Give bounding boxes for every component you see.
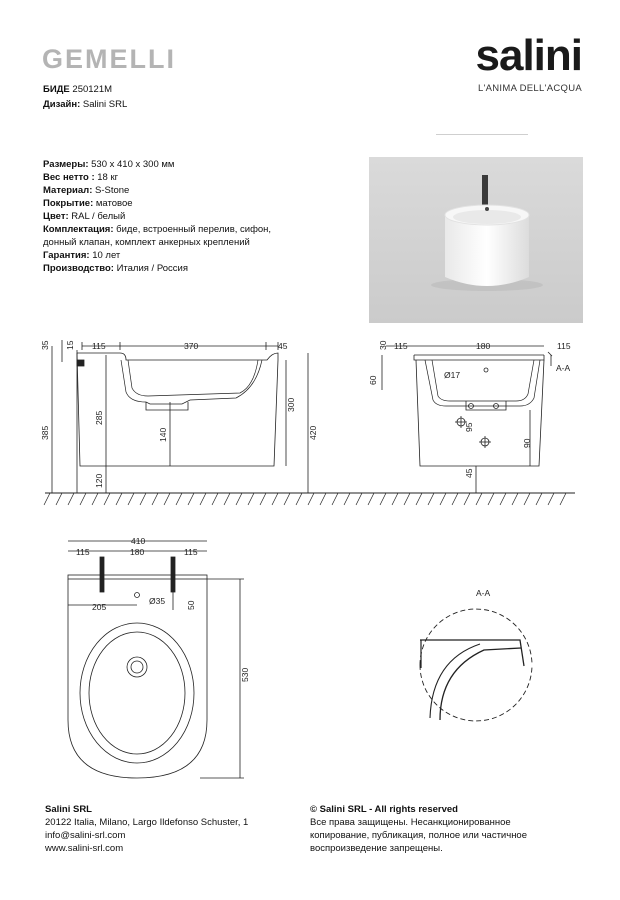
dim-front-180: 180 <box>476 341 491 351</box>
footer-website[interactable]: www.salini-srl.com <box>45 843 124 854</box>
dim-front-60: 60 <box>368 375 378 385</box>
top-view <box>68 541 244 778</box>
dim-front-115b: 115 <box>557 341 571 351</box>
spec-finish: Покрытие: матовое <box>43 198 133 209</box>
design-label: Дизайн <box>43 99 78 110</box>
design-line: Дизайн: Salini SRL <box>43 99 128 110</box>
dim-side-45: 45 <box>278 341 288 351</box>
footer-rights-line-3: воспроизведение запрещены. <box>310 843 443 854</box>
spec-kit: Комплектация: биде, встроенный перелив, сифон, донный клапан, комплект анкерных креплений <box>43 224 272 248</box>
spec-warranty: Гарантия: 10 лет <box>43 250 121 261</box>
footer-rights-block <box>310 803 570 855</box>
dim-top-50: 50 <box>186 600 196 610</box>
dim-front-30: 30 <box>378 340 388 350</box>
ground-hatching <box>44 493 566 505</box>
spec-production: Производство: Италия / Россия <box>43 263 188 274</box>
dim-front-95: 95 <box>464 422 474 432</box>
product-label: БИДЕ <box>43 84 70 95</box>
dim-front-115a: 115 <box>394 341 408 351</box>
dim-top-410: 410 <box>131 536 146 546</box>
side-view <box>52 340 308 493</box>
dim-top-115a: 115 <box>76 547 90 557</box>
spec-color: Цвет: RAL / белый <box>43 211 126 222</box>
dim-front-45: 45 <box>464 468 474 478</box>
footer-company: Salini SRL <box>45 804 92 815</box>
footer-rights-line-1: Все права защищены. Несанкционированное <box>310 817 511 828</box>
footer-address: 20122 Italia, Milano, Largo Ildefonso Schuster, 1 <box>45 817 249 828</box>
section-view <box>420 609 532 721</box>
dim-side-115: 115 <box>92 341 106 351</box>
product-code: 250121M <box>72 84 113 95</box>
dim-side-140: 140 <box>158 427 168 442</box>
section-label: A-A <box>476 588 491 598</box>
dim-top-530: 530 <box>240 667 250 682</box>
dim-side-285: 285 <box>94 410 104 425</box>
dim-side-420: 420 <box>308 425 318 440</box>
dim-side-15: 15 <box>65 340 75 350</box>
spec-material: Материал: S-Stone <box>43 185 130 196</box>
dim-top-180: 180 <box>130 547 145 557</box>
footer-email[interactable]: info@salini-srl.com <box>45 830 126 841</box>
section-marker: A-A <box>556 363 571 373</box>
footer-company-block <box>45 803 248 855</box>
dim-top-d35: Ø35 <box>149 596 166 606</box>
footer-copyright: © Salini SRL - All rights reserved <box>310 804 458 815</box>
dim-side-120: 120 <box>94 473 104 488</box>
brand-tagline: L'ANIMA DELL'ACQUA <box>477 83 582 94</box>
dim-side-35: 35 <box>40 340 50 350</box>
product-title: GEMELLI <box>42 44 176 74</box>
dim-side-385: 385 <box>40 425 50 440</box>
dim-top-205: 205 <box>92 602 107 612</box>
dim-side-370: 370 <box>184 341 199 351</box>
dim-side-300: 300 <box>286 397 296 412</box>
spec-weight: Вес нетто : 18 кг <box>43 172 119 183</box>
design-value: Salini SRL <box>82 99 128 110</box>
footer-rights-line-2: копирование, публикация, полное или частичное <box>310 830 528 841</box>
dim-top-115b: 115 <box>184 547 198 557</box>
spec-size: Размеры: 530 х 410 х 300 мм <box>43 159 175 170</box>
dim-front-d17: Ø17 <box>444 370 461 380</box>
dim-front-90: 90 <box>522 438 532 448</box>
brand-logo: salini <box>475 31 582 80</box>
